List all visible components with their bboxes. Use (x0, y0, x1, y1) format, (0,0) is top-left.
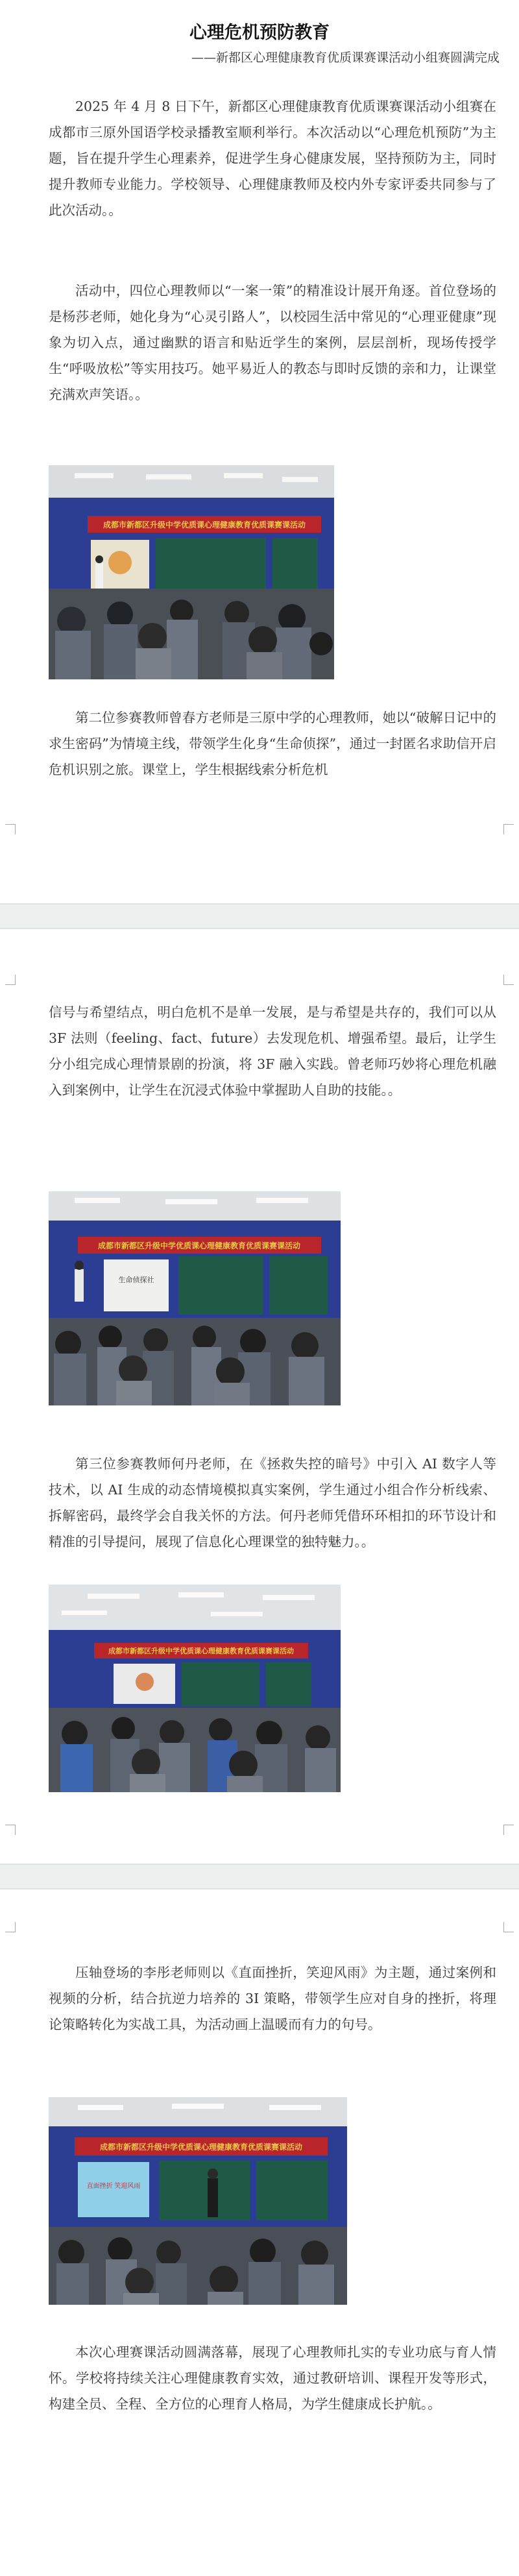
document-subtitle: ——新都区心理健康教育优质课赛课活动小组赛圆满完成 (191, 51, 500, 65)
classroom-photo-1-image (49, 465, 334, 679)
page-corner-mark (503, 1922, 514, 1932)
paragraph-first-teacher: 活动中，四位心理教师以“一案一策”的精准设计展开角逐。首位登场的是杨莎老师，她化身为“心灵引路人”，以校园生活中常见的“心理亚健康”现象为切入点，通过幽默的语言和贴近学生的案例，层层剖析，现场传授学生“呼吸放松”等实用技巧。她平易近人的教态与即时反馈的亲和力，让课堂充满欢声笑语。。 (49, 283, 496, 402)
page-corner-mark (503, 824, 514, 834)
page-corner-mark (5, 975, 16, 985)
classroom-photo-4 (49, 2097, 347, 2305)
page-corner-mark (503, 975, 514, 985)
document-page-3 (0, 1889, 519, 2576)
banner-text-3: 成都市新都区升级中学优质课心理健康教育优质课赛课活动 (108, 1647, 294, 1655)
document-page-1 (0, 0, 519, 903)
classroom-photo-3 (49, 1585, 341, 1792)
banner-text-2: 成都市新都区升级中学优质课心理健康教育优质课赛课活动 (97, 1241, 301, 1250)
screen-text-4: 直面挫折 笑迎风雨 (86, 2183, 141, 2190)
document-title: 心理危机预防教育 (189, 23, 330, 43)
page-corner-mark (5, 1922, 16, 1932)
page-corner-mark (5, 824, 16, 834)
classroom-photo-1 (49, 465, 334, 679)
paragraph-second-teacher-part1: 第二位参赛教师曾春方老师是三原中学的心理教师，她以“破解日记中的求生密码”为情境主线，带领学生化身“生命侦探”，通过一封匿名求助信开启危机识别之旅。课堂上，学生根据线索分析危机 (49, 710, 496, 777)
page-corner-mark (5, 1825, 16, 1835)
classroom-photo-2-image (49, 1191, 341, 1405)
paragraph-intro: 2025 年 4 月 8 日下午，新都区心理健康教育优质课赛课活动小组赛在成都市三原外国语学校录播教室顺利举行。本次活动以“心理危机预防”为主题，旨在提升学生心理素养，促进学生身心健康发展，坚持预防为主，同时提升教师专业能力。学校领导、心理健康教师及校内外专家评委共同参与了此次活动。。 (49, 99, 496, 218)
paragraph-second-teacher-part2: 信号与希望结点，明白危机不是单一发展，是与希望是共存的，我们可以从 3F 法则（feeling、fact、future）去发现危机、增强希望。最后，让学生分小组完成心理情景剧的扮演，将 3F 融入实践。曾老师巧妙将心理危机融入到案例中，让学生在沉浸式体验中掌握助人自助的技能。。 (49, 1004, 496, 1098)
document-page-2 (0, 929, 519, 1864)
page-separator (0, 903, 519, 929)
banner-text-1: 成都市新都区升级中学优质课心理健康教育优质课赛课活动 (103, 520, 306, 529)
paragraph-conclusion: 本次心理赛课活动圆满落幕，展现了心理教师扎实的专业功底与育人情怀。学校将持续关注心理健康教育实效，通过教研培训、课程开发等形式，构建全员、全程、全方位的心理育人格局，为学生健康成长护航。。 (49, 2344, 496, 2412)
screen-text-2: 生命侦探社 (118, 1276, 154, 1284)
page-separator (0, 1864, 519, 1889)
page-corner-mark (503, 1825, 514, 1835)
classroom-photo-4-image (49, 2097, 347, 2305)
paragraph-third-teacher: 第三位参赛教师何丹老师，在《拯救失控的暗号》中引入 AI 数字人等技术，以 AI 生成的动态情境模拟真实案例，学生通过小组合作分析线索、拆解密码，最终学会自我关怀的方法。何丹老师凭借环环相扣的环节设计和精准的引导提问，展现了信息化心理课堂的独特魅力。。 (49, 1456, 496, 1549)
paragraph-fourth-teacher: 压轴登场的李彤老师则以《直面挫折，笑迎风雨》为主题，通过案例和视频的分析，结合抗逆力培养的 3I 策略，带领学生应对自身的挫折，将理论策略转化为实战工具，为活动画上温暖而有力的句号。 (49, 1965, 496, 2032)
classroom-photo-2 (49, 1191, 341, 1405)
banner-text-4: 成都市新都区升级中学优质课心理健康教育优质课赛课活动 (99, 2143, 303, 2152)
classroom-photo-3-image (49, 1585, 341, 1792)
